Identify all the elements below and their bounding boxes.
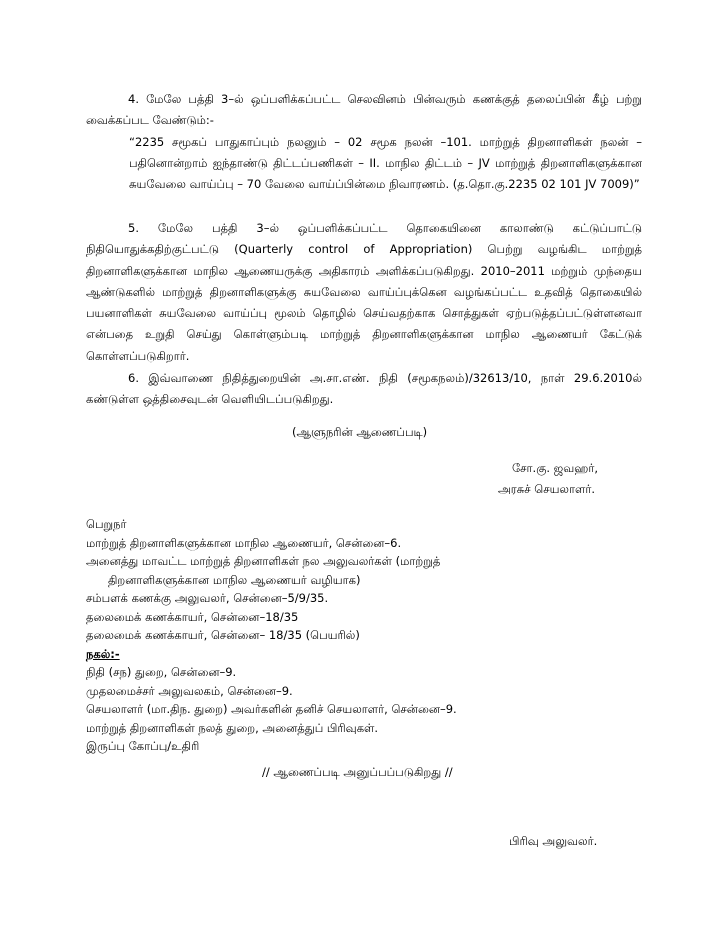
signatory-name: சோ.கு. ஜவஹர்,: [512, 461, 599, 475]
signatory-designation: அரசுச் செயலாளர்.: [498, 482, 596, 496]
recipients-block: [86, 515, 457, 756]
recipient-item: தலைமைக் கணக்காயர், சென்னை– 18/35 (பெயரில்): [86, 628, 360, 642]
copy-item: செயலாளர் (மா.திந. துறை) அவர்களின் தனிச் செயலாளர், சென்னை–9.: [86, 702, 457, 716]
paragraph-4: [86, 89, 642, 132]
paragraph-6-text: 6. இவ்வாணை நிதித்துறையின் அ.சா.எண். நிதி (சமூகநலம்)/32613/10, நாள் 29.6.2010ல் கண்டுள்ள ஒத்திசைவுடன் வெளியிடப்படுகிறது.: [86, 371, 642, 407]
head-of-account-text: “2235 சமூகப் பாதுகாப்பும் நலனும் – 02 சமூக நலன் –101. மாற்றுத் திறனாளிகள் நலன் – பதினொன்றாம் ஐந்தாண்டு திட்டப்பணிகள் – II. மாநில திட்டம் – JV மாற்றுத் திறனாளிகளுக்கான சுயவேலை வாய்ப்பு – 70 வேலை வாய்ப்பின்மை நிவாரணம். (த.தொ.கு.2235 02 101 JV 7009)”: [129, 135, 642, 191]
recipient-item: தலைமைக் கணக்காயர், சென்னை–18/35: [86, 609, 299, 624]
copy-heading: நகல்:-: [86, 646, 120, 661]
by-order-of-governor: (ஆளுநரின் ஆணைப்படி): [292, 425, 428, 439]
paragraph-5: [86, 218, 642, 367]
to-heading: பெறுநர்: [86, 517, 127, 531]
recipient-item: சம்பளக் கணக்கு அலுவலர், சென்னை–5/9/35.: [86, 591, 329, 605]
recipient-item: மாற்றுத் திறனாளிகளுக்கான மாநில ஆணையர், சென்னை–6.: [86, 535, 402, 550]
copy-item: நிதி (சந) துறை, சென்னை–9.: [86, 665, 237, 679]
copy-item: முதலமைச்சர் அலுவலகம், சென்னை–9.: [86, 683, 293, 698]
paragraph-4-text: 4. மேலே பத்தி 3–ல் ஒப்பளிக்கப்பட்ட செலவினம் பின்வரும் கணக்குத் தலைப்பின் கீழ் பற்று வைக்கப்பட வேண்டும்:-: [86, 92, 642, 128]
recipient-item: திறனாளிகளுக்கான மாநில ஆணையர் வழியாக): [108, 572, 361, 587]
copy-item: இருப்பு கோப்பு/உதிரி: [86, 739, 200, 753]
section-officer: பிரிவு அலுவலர்.: [509, 834, 598, 848]
paragraph-6: [86, 368, 642, 411]
paragraph-5-text: 5. மேலே பத்தி 3–ல் ஒப்பளிக்கப்பட்ட தொகையினை காலாண்டு கட்டுப்பாட்டு நிதியொதுக்கதிற்குட்பட்டு (Quarterly control of Appropriation) பெற்று வழங்கிட மாற்றுத் திறனாளிகளுக்கான மாநில ஆணையருக்கு அதிகாரம் அளிக்கப்படுகிறது. 2010–2011 மற்றும் முந்தைய ஆண்டுகளில் மாற்றுத் திறனாளிகளுக்கு சுயவேலை வாய்ப்புக்கென வழங்கப்பட்ட உதவித் தொகையில் பயனாளிகள் சுயவேலை வாய்ப்பு மூலம் தொழில் செய்வதற்காக சொத்துகள் ஏற்படுத்தப்பட்டுள்ளனவா என்பதை உறுதி செய்து கொள்ளும்படி மாற்றுத் திறனாளிகளுக்கான மாநில ஆணையர் கேட்டுக் கொள்ளப்படுகிறார்.: [86, 221, 642, 363]
recipient-item: அனைத்து மாவட்ட மாற்றுத் திறனாளிகள் நல அலுவலர்கள் (மாற்றுத்: [86, 554, 441, 568]
copy-item: மாற்றுத் திறனாளிகள் நலத் துறை, அனைத்துப் பிரிவுகள்.: [86, 720, 379, 735]
forwarded-by-order: // ஆணைப்படி அனுப்பப்படுகிறது //: [262, 765, 453, 779]
head-of-account-quote: [129, 132, 642, 195]
